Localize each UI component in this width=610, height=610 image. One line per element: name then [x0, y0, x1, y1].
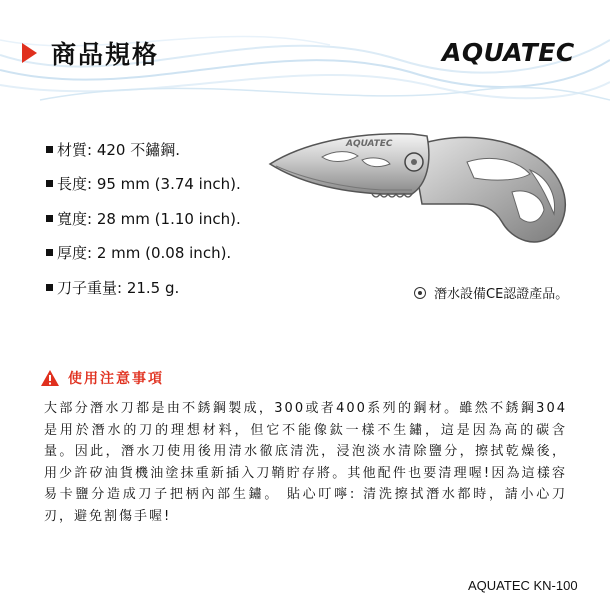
ce-certification-note [414, 283, 568, 302]
spec-item-thickness [46, 236, 241, 271]
spec-label: 厚度: 2 mm (0.08 inch). [57, 244, 232, 263]
spec-item-material [46, 132, 241, 167]
spec-list [46, 132, 241, 305]
brand-logo: AQUATEC [442, 38, 575, 67]
product-model-label: AQUATEC KN-100 [468, 578, 578, 593]
spec-label: 寬度: 28 mm (1.10 inch). [57, 209, 241, 228]
warning-icon [40, 369, 60, 387]
page-header [22, 35, 159, 71]
spec-item-weight [46, 270, 241, 305]
square-bullet-icon [46, 284, 53, 291]
spec-label: 長度: 95 mm (3.74 inch). [57, 175, 241, 194]
ce-note-text: 潛水設備CE認證產品。 [434, 287, 569, 302]
square-bullet-icon [46, 146, 53, 153]
caution-title: 使用注意事項 [68, 371, 164, 387]
dive-knife-image [262, 122, 582, 252]
circle-bullet-icon [414, 287, 426, 299]
square-bullet-icon [46, 249, 53, 256]
spec-label: 刀子重量: 21.5 g. [57, 278, 180, 297]
triangle-bullet-icon [22, 43, 37, 63]
square-bullet-icon [46, 180, 53, 187]
spec-item-width [46, 201, 241, 236]
spec-item-length [46, 167, 241, 202]
caution-heading [40, 368, 164, 388]
caution-body-text: 大部分潛水刀都是由不銹鋼製成，300或者400系列的鋼材。雖然不銹鋼304是用於潛水的刀的理想材料，但它不能像鈦一樣不生鏽，這是因為高的碳含量。因此，潛水刀使用後用清水徹底清洗，浸泡淡水清除鹽分，擦拭乾燥後，用少許矽油貨機油塗抹重新插入刀鞘貯存將。其他配件也要清理喔!因為這樣容易卡鹽分造成刀子把柄內部生鏽。 貼心叮嚀: 清洗擦拭潛水都時，請小心刀刃，避免割傷手喔! [44, 401, 567, 524]
spec-label: 材質: 420 不鏽鋼. [57, 140, 180, 159]
knife-engraving: AQUATEC [346, 139, 393, 149]
page-title: 商品規格 [51, 40, 160, 69]
square-bullet-icon [46, 215, 53, 222]
